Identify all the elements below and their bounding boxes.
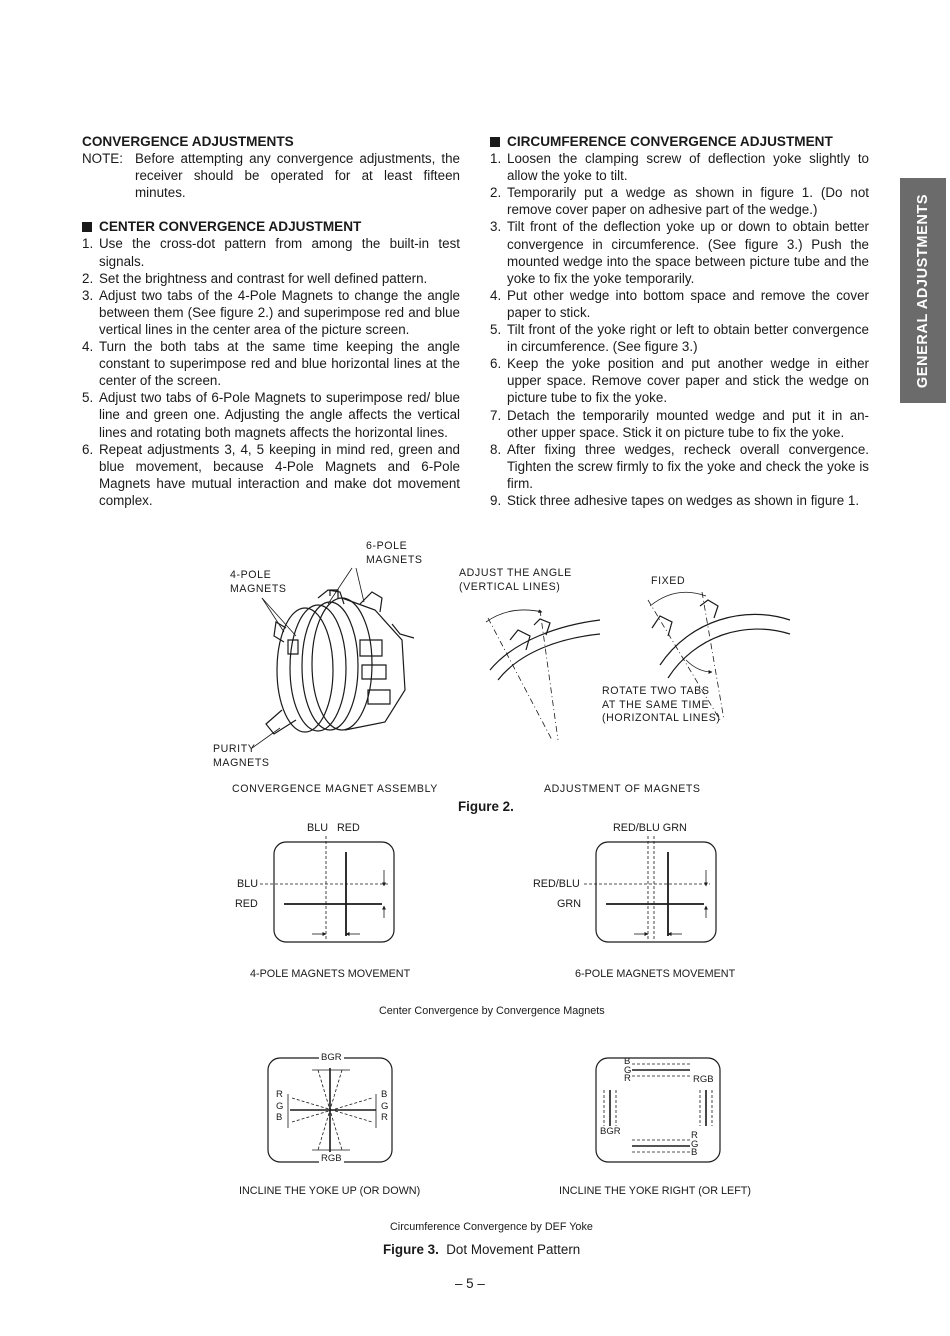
- yoke-lr-rgb-label: RGB: [693, 1074, 714, 1085]
- convergence-title: CONVERGENCE ADJUSTMENTS: [82, 134, 294, 149]
- figure-2-label: Figure 2.: [458, 799, 514, 814]
- rotate-tabs-diagram: [652, 600, 790, 678]
- six-pole-pattern-drawing: [584, 836, 716, 942]
- center-convergence-caption: Center Convergence by Convergence Magnets: [379, 1005, 605, 1017]
- yoke-lr-caption: INCLINE THE YOKE RIGHT (OR LEFT): [559, 1185, 751, 1197]
- angle-arrow-icon: [486, 610, 542, 622]
- list-item: 5. Tilt front of the yoke right or left to obtain better convergence in circumference. (See figure 3.): [490, 322, 869, 355]
- six-pole-movement-caption: 6-POLE MAGNETS MOVEMENT: [575, 968, 736, 980]
- list-item: 2. Temporarily put a wedge as shown in figure 1. (Do not remove cover paper on adhesive part of the wedge.): [490, 185, 869, 218]
- list-item: 3. Adjust two tabs of the 4-Pole Magnets to change the angle between them (See figure 2.) and superimpose red and blue vertical lines in the center area of the picture screen.: [82, 287, 460, 337]
- center-heading-text: CENTER CONVERGENCE ADJUSTMENT: [99, 219, 362, 235]
- p4-red-label: RED: [235, 898, 258, 910]
- list-item: 9. Stick three adhesive tapes on wedges as shown in figure 1.: [490, 492, 860, 508]
- adjust-angle-diagram: [490, 619, 600, 680]
- convergence-magnet-assembly-illustration: [266, 590, 414, 734]
- list-item: 1. Use the cross-dot pattern from among the built-in test signals.: [82, 236, 460, 269]
- list-item: 1. Loosen the clamping screw of deflection yoke slightly to allow the yoke to tilt.: [490, 151, 869, 184]
- four-pole-movement-caption: 4-POLE MAGNETS MOVEMENT: [250, 968, 411, 980]
- convergence-magnet-assembly-caption: CONVERGENCE MAGNET ASSEMBLY: [232, 783, 438, 795]
- yoke-up-top-label: BGR: [321, 1052, 342, 1063]
- side-tab-label: GENERAL ADJUSTMENTS: [915, 193, 931, 388]
- figure-3-caption: [383, 1242, 580, 1257]
- list-item: 6. Repeat adjustments 3, 4, 5 keeping in mind red, green and blue movement, because 4-Pole Magnets and 6-Pole Magnets have mutual interaction and make dot movement complex.: [82, 441, 460, 508]
- list-item: 4. Put other wedge into bottom space and remove the cover paper to stick.: [490, 287, 869, 320]
- four-pole-label: 4-POLE MAGNETS: [230, 569, 287, 595]
- p4-top-label: BLU RED: [307, 822, 360, 834]
- yoke-up-left-labels: R G B: [276, 1089, 284, 1123]
- page-number: – 5 –: [455, 1276, 485, 1291]
- yoke-lr-bgr-label: BGR: [600, 1126, 621, 1137]
- purity-label: PURITY MAGNETS: [213, 743, 270, 769]
- p6-redblu-label: RED/BLU: [533, 878, 580, 890]
- list-item: 3. Tilt front of the deflection yoke up or down to obtain better convergence in circumference. (See figure 3.) Push the mounted wedge into the space between picture tube and the yoke to fix the yoke temporarily.: [490, 219, 869, 286]
- list-item: 8. After fixing three wedges, recheck overall convergence. Tighten the screw firmly to fix the yoke and check the yoke is firm.: [490, 441, 869, 491]
- list-item: 4. Turn the both tabs at the same time keeping the angle constant to superimpose red and blue horizontal lines at the center of the screen.: [82, 339, 460, 389]
- note-label: NOTE:: [82, 151, 123, 167]
- six-pole-label: 6-POLE MAGNETS: [366, 540, 423, 566]
- yoke-up-right-labels: B G R: [381, 1089, 389, 1123]
- p6-top-label: RED/BLU GRN: [613, 822, 687, 834]
- list-item: 5. Adjust two tabs of 6-Pole Magnets to superimpose red/ blue line and green one. Adjusting the angle affects the vertical lines and rotating both magnets affects the horizontal lines.: [82, 390, 460, 440]
- list-item: 2. Set the brightness and contrast for well defined pattern.: [82, 270, 428, 286]
- yoke-up-caption: INCLINE THE YOKE UP (OR DOWN): [239, 1185, 421, 1197]
- p4-blu-label: BLU: [237, 878, 259, 890]
- figure-3-title: Dot Movement Pattern: [446, 1242, 581, 1257]
- p6-grn-label: GRN: [557, 898, 581, 910]
- note-text: Before attempting any convergence adjustments, the receiver should be operated for at least fifteen minutes.: [135, 151, 460, 201]
- yoke-up-bottom-label: RGB: [321, 1153, 342, 1164]
- four-pole-pattern-drawing: [260, 836, 394, 942]
- yoke-lr-top-labels: B G R: [624, 1056, 632, 1084]
- yoke-up-pattern-drawing: [268, 1058, 392, 1162]
- adjustment-of-magnets-caption: ADJUSTMENT OF MAGNETS: [544, 783, 701, 795]
- list-item: 6. Keep the yoke position and put another wedge in either upper space. Remove cover paper and stick the wedge on picture tube to fix the yoke.: [490, 356, 869, 406]
- rotate-tabs-label: ROTATE TWO TABS AT THE SAME TIME (HORIZONTAL LINES): [602, 685, 721, 725]
- fixed-label: FIXED: [651, 575, 686, 587]
- list-item: 7. Detach the temporarily mounted wedge and put it in an- other upper space. Stick it on picture tube to fix the yoke.: [490, 407, 869, 440]
- adjust-angle-label: ADJUST THE ANGLE (VERTICAL LINES): [459, 567, 572, 593]
- circumference-heading-text: CIRCUMFERENCE CONVERGENCE ADJUSTMENT: [507, 134, 833, 149]
- figure-3-label: Figure 3.: [383, 1242, 439, 1257]
- fixed-angle-arc: [650, 592, 706, 606]
- circumference-convergence-caption: Circumference Convergence by DEF Yoke: [390, 1221, 593, 1233]
- yoke-lr-bottom-labels: R G B: [691, 1130, 699, 1158]
